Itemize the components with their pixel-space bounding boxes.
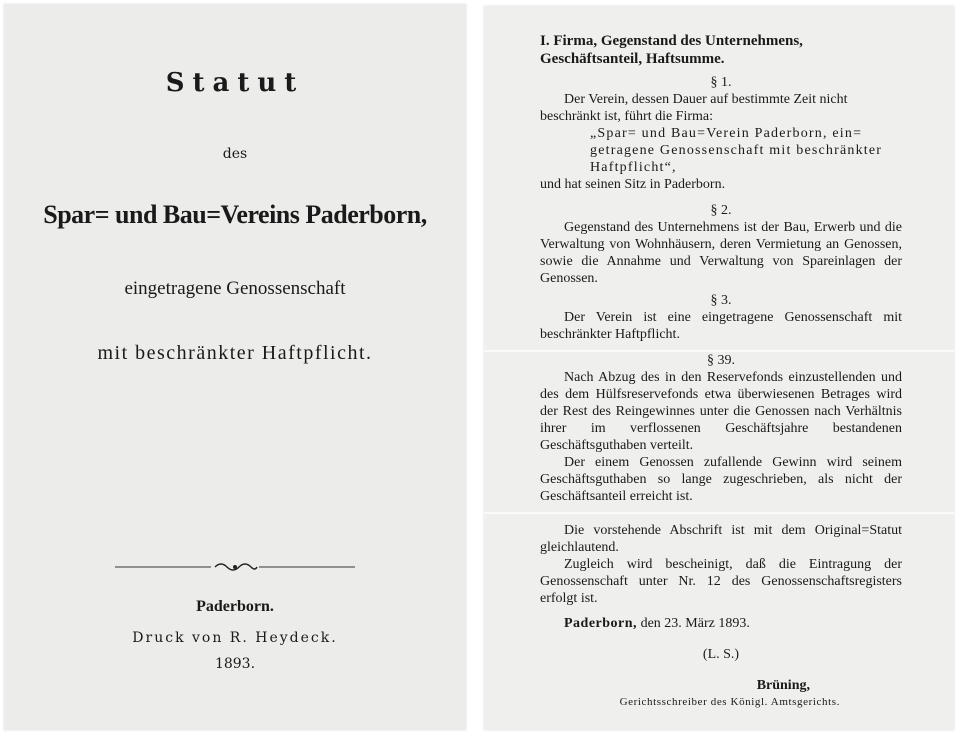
registered-cooperative-line: eingetragene Genossenschaft	[124, 278, 346, 299]
section-3	[540, 292, 902, 343]
certification-date: den 23. März 1893.	[640, 616, 750, 631]
seat-line: und hat seinen Sitz in Paderborn.	[540, 177, 726, 192]
association-name: Spar= und Bau=Vereins Paderborn,	[43, 200, 427, 229]
imprint-place: Paderborn.	[196, 598, 274, 615]
section-text-line: beschränkt ist, führt die Firma:	[540, 109, 714, 124]
document-title: Statut	[165, 68, 305, 98]
signatory-title: Gerichtsschreiber des Königl. Amtsgerichts.	[619, 696, 840, 708]
certification-text: Die vorstehende Abschrift ist mit dem Original=Statut gleichlautend.	[540, 523, 902, 555]
seal-mark: (L. S.)	[702, 647, 740, 662]
section-number: § 3.	[710, 293, 732, 308]
statute-excerpt-page	[484, 6, 954, 730]
section-2	[540, 202, 902, 287]
section-number: § 2.	[710, 203, 732, 218]
section-number: § 39.	[707, 353, 735, 368]
imprint-printer: Druck von R. Heydeck.	[132, 630, 338, 646]
section-text: Nach Abzug des in den Reservefonds einzustellenden und des dem Hülfsreservefonds etwa überwiesenen Betrages wird der Rest des Reingewinnes unter die Genossen nach Verhältnis ihrer im verflossenen Geschäftsjahre bestandenen Geschäftsguthaben verteilt.	[540, 370, 902, 453]
title-page	[4, 4, 466, 730]
firm-name-line: getragene Genossenschaft mit beschränkter	[590, 143, 883, 158]
ornamental-divider-icon	[4, 560, 466, 574]
certification-place: Paderborn,	[564, 616, 638, 631]
signatory-name: Brüning,	[756, 678, 810, 693]
firm-name-line: „Spar= und Bau=Verein Paderborn, ein=	[590, 126, 863, 141]
section-text: Gegenstand des Unternehmens ist der Bau, Erwerb und die Verwaltung von Wohnhäusern, deren Vermietung an Genossen, sowie die Annahme und Verwaltung von Spareinlagen der Genossen.	[540, 220, 902, 286]
page-seam	[484, 512, 954, 514]
section-1	[540, 74, 902, 193]
section-number: § 1.	[710, 75, 732, 90]
section-text: Der einem Genossen zufallende Gewinn wird seinem Geschäftsguthaben so lange zugeschrieben, als nicht der Geschäftsanteil erreicht ist.	[540, 455, 902, 504]
date-line	[540, 615, 902, 632]
firm-name-line: Haftpflicht“,	[590, 160, 677, 175]
section-39	[540, 352, 902, 505]
title-connector: des	[222, 146, 248, 162]
certification	[540, 522, 902, 711]
liability-line: mit beschränkter Haftpflicht.	[97, 342, 373, 364]
section-text-line: Der Verein, dessen Dauer auf bestimmte Zeit nicht	[564, 92, 848, 107]
section-text: Der Verein ist eine eingetragene Genossenschaft mit beschränkter Haftpflicht.	[540, 310, 902, 342]
certification-text: Zugleich wird bescheinigt, daß die Eintragung der Genossenschaft unter Nr. 12 des Genossenschaftsregisters erfolgt ist.	[540, 557, 902, 606]
imprint-year: 1893.	[214, 656, 256, 672]
chapter-heading: I. Firma, Gegenstand des Unternehmens, Geschäftsanteil, Haftsumme.	[540, 33, 803, 67]
